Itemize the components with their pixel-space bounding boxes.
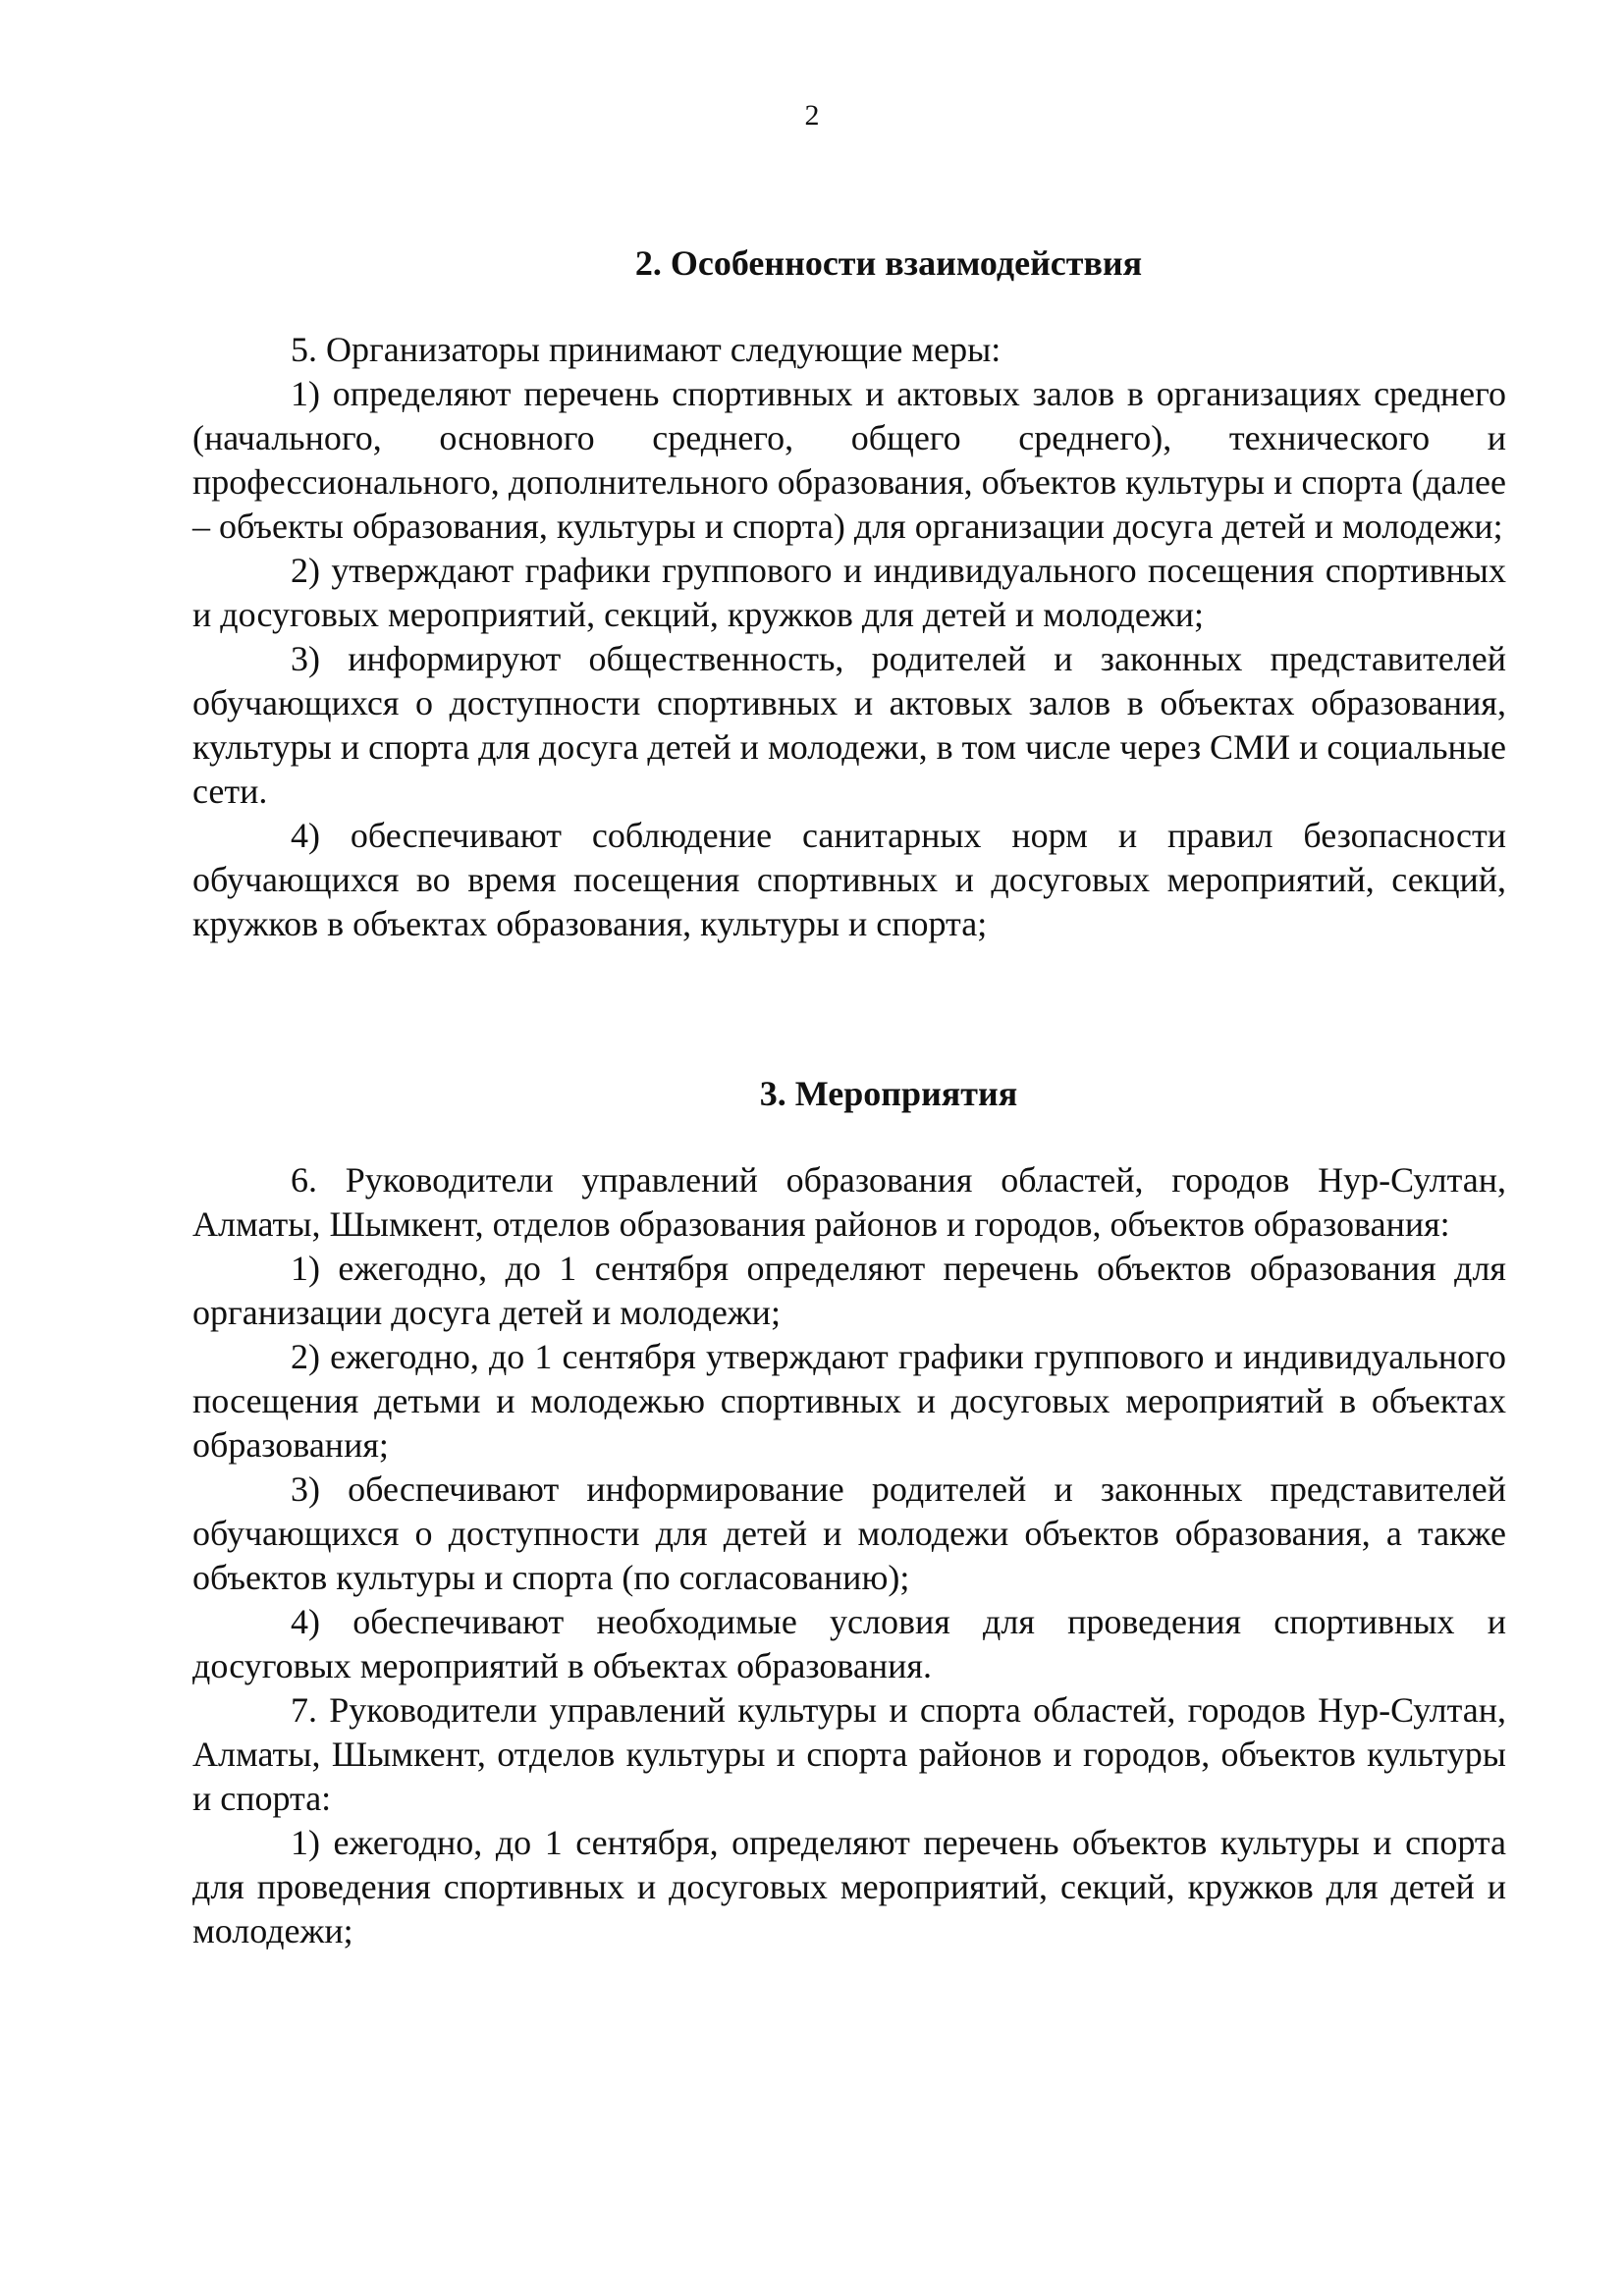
paragraph: 3) обеспечивают информирование родителей и законных представителей обучающихся о доступности для детей и молодежи объектов образования, а также объектов культуры и спорта (по согласованию); (192, 1469, 1506, 1597)
paragraph: 5. Организаторы принимают следующие меры: (291, 330, 1001, 369)
paragraph: 3) информируют общественность, родителей и законных представителей обучающихся о доступности спортивных и актовых залов в объектах образования, культуры и спорта для досуга детей и молодежи, в том числе через СМИ и социальные сети. (192, 639, 1506, 811)
section-3-title: 3. Мероприятия (759, 1074, 1018, 1113)
paragraph: 4) обеспечивают соблюдение санитарных норм и правил безопасности обучающихся во время посещения спортивных и досуговых мероприятий, секций, кружков в объектах образования, культуры и спорта; (192, 816, 1506, 943)
section-2-body (192, 328, 1506, 946)
paragraph: 1) ежегодно, до 1 сентября, определяют перечень объектов культуры и спорта для проведения спортивных и досуговых мероприятий, секций, кружков для детей и молодежи; (192, 1823, 1506, 1950)
paragraph: 2) утверждают графики группового и индивидуального посещения спортивных и досуговых мероприятий, секций, кружков для детей и молодежи; (192, 551, 1506, 634)
section-2-title: 2. Особенности взаимодействия (634, 243, 1143, 283)
paragraph: 1) определяют перечень спортивных и актовых залов в организациях среднего (начального, основного среднего, общего среднего), технического и профессионального, дополнительного образования, объектов культуры и спорта (далее – объекты образования, культуры и спорта) для организации досуга детей и молодежи; (192, 374, 1506, 546)
paragraph: 4) обеспечивают необходимые условия для проведения спортивных и досуговых мероприятий в объектах образования. (192, 1602, 1506, 1685)
paragraph: 2) ежегодно, до 1 сентября утверждают графики группового и индивидуального посещения детьми и молодежью спортивных и досуговых мероприятий в объектах образования; (192, 1337, 1506, 1465)
section-3-body (192, 1158, 1506, 1953)
page-number: 2 (804, 99, 820, 132)
paragraph: 6. Руководители управлений образования областей, городов Нур-Султан, Алматы, Шымкент, отделов образования районов и городов, объектов образования: (192, 1160, 1506, 1244)
paragraph: 7. Руководители управлений культуры и спорта областей, городов Нур-Султан, Алматы, Шымкент, отделов культуры и спорта районов и городов, объектов культуры и спорта: (192, 1690, 1506, 1818)
paragraph: 1) ежегодно, до 1 сентября определяют перечень объектов образования для организации досуга детей и молодежи; (192, 1249, 1506, 1332)
